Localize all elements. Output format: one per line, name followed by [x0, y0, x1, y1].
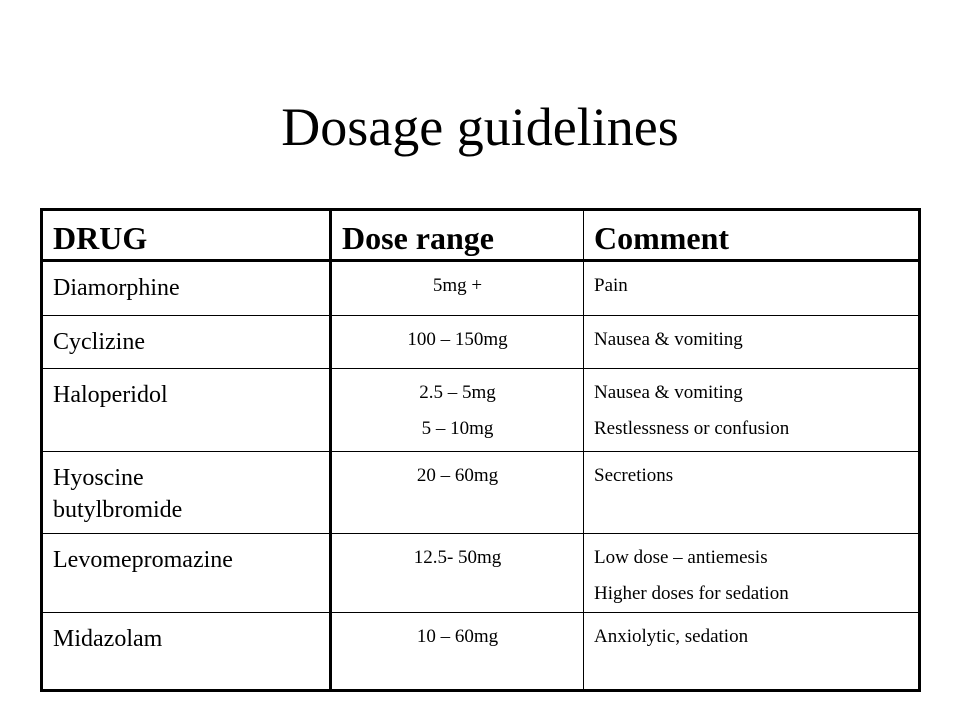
drug-name: Midazolam	[53, 626, 163, 652]
drug-name: Haloperidol	[53, 382, 168, 408]
comment-cell	[584, 369, 920, 452]
drug-name: Cyclizine	[53, 329, 145, 355]
comment-text: Secretions	[594, 465, 674, 486]
comment-text: Nausea & vomiting	[594, 382, 743, 403]
header-comment: Comment	[584, 210, 920, 261]
dose-cell	[331, 261, 584, 316]
table-row	[42, 261, 920, 316]
comment-text: Higher doses for sedation	[594, 583, 789, 604]
dose-cell	[331, 369, 584, 452]
dose-cell	[331, 534, 584, 613]
dose-value: 100 – 150mg	[407, 329, 508, 350]
drug-name: Hyoscine	[53, 465, 144, 491]
table-row	[42, 534, 920, 613]
table-row	[42, 369, 920, 452]
drug-cell	[42, 316, 331, 369]
drug-name: Levomepromazine	[53, 547, 233, 573]
header-dose-range: Dose range	[331, 210, 584, 261]
dose-value: 5mg +	[432, 275, 483, 296]
comment-cell	[584, 534, 920, 613]
dose-value: 12.5- 50mg	[413, 547, 502, 568]
dose-value: 10 – 60mg	[416, 626, 499, 647]
dosage-table	[40, 208, 921, 692]
dose-value: 2.5 – 5mg	[419, 382, 496, 403]
comment-text: Pain	[594, 275, 628, 296]
table-row	[42, 452, 920, 534]
comment-text: Restlessness or confusion	[594, 418, 790, 439]
drug-cell	[42, 369, 331, 452]
comment-cell	[584, 316, 920, 369]
dose-cell	[331, 452, 584, 534]
table-header-row	[42, 210, 920, 261]
dose-cell	[331, 316, 584, 369]
comment-text: Anxiolytic, sedation	[594, 626, 749, 647]
comment-text: Nausea & vomiting	[594, 329, 743, 350]
header-drug: DRUG	[42, 210, 331, 261]
comment-text: Low dose – antiemesis	[594, 547, 768, 568]
comment-cell	[584, 613, 920, 691]
drug-cell	[42, 452, 331, 534]
drug-name: Diamorphine	[53, 275, 180, 301]
comment-cell	[584, 261, 920, 316]
drug-cell	[42, 261, 331, 316]
dose-cell	[331, 613, 584, 691]
drug-cell	[42, 534, 331, 613]
table-row	[42, 613, 920, 691]
drug-cell	[42, 613, 331, 691]
slide-title: Dosage guidelines	[281, 97, 679, 157]
dose-value: 5 – 10mg	[421, 418, 494, 439]
dose-value: 20 – 60mg	[416, 465, 499, 486]
comment-cell	[584, 452, 920, 534]
table-row	[42, 316, 920, 369]
drug-name: butylbromide	[53, 497, 183, 523]
